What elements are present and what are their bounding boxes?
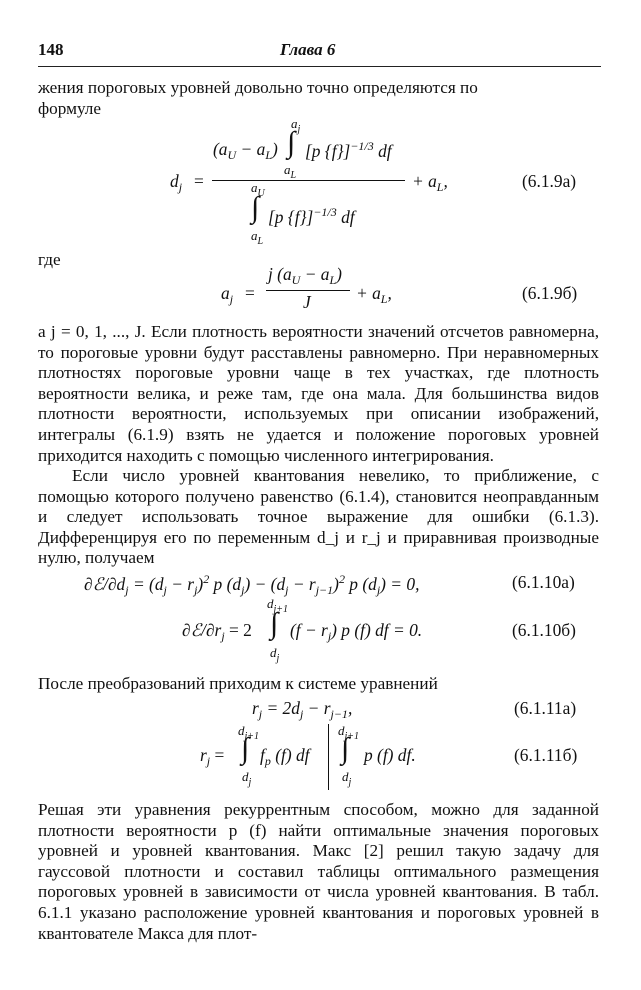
fraction-bar xyxy=(266,290,350,291)
paragraph-intro-line1: жения пороговых уровней довольно точно определяются по xyxy=(38,78,478,97)
running-header xyxy=(38,40,601,64)
eq-denominator: J xyxy=(303,292,311,312)
eq-equals: = xyxy=(194,171,204,191)
eq-lhs: $r_j$ = xyxy=(200,745,225,768)
eq-lower-limit: $d_j$ xyxy=(342,769,352,788)
eq-lower-limit: $d_j$ xyxy=(270,645,280,664)
eq-lhs: $\partial ℰ/\partial r_j = 2$ xyxy=(182,620,252,643)
eq-numerator: j $(a_U - a_L)$ xyxy=(268,264,342,287)
equation-number: (6.1.10а) xyxy=(512,572,575,592)
eq-num-lower-limit: $a_L$ xyxy=(284,162,297,181)
eq-integrand: $f_p$ (f) df xyxy=(260,745,310,768)
integral-sign: ∫ xyxy=(241,732,250,765)
integral-sign: ∫ xyxy=(251,191,260,224)
integral-sign: ∫ xyxy=(287,126,296,159)
paragraph-intro-line2: формуле xyxy=(38,99,101,118)
eq-num-factor: $(a_U - a_L)$ xyxy=(213,139,278,162)
eq-body: $\partial ℰ/\partial d_j = (d_j - r_j)^2$ p $(d_j) - (d_j - r_{j-1})^2$ p $(d_j) = 0$, xyxy=(84,572,420,597)
division-bar xyxy=(328,724,329,790)
paragraph-uniform-density: а j = 0, 1, ..., J. Если плотность вероятности значений отсчетов равномерна, то пороговые уровни будут расставлены равномерно. При неравномерных плотностях пороговые уровни чаще в тех участках, где плотность вероятности велика, и реже там, где она мала. Для большинства видов плотности вероятности, используемых при описании изображений, интегралы (6.1.9) взять не удается и положение пороговых уровней приходится находить с помощью численного интегрирования. xyxy=(38,322,599,465)
equation-number: (6.1.11б) xyxy=(514,745,578,765)
eq-body: $r_j = 2d_j - r_{j-1}$, xyxy=(252,698,353,721)
eq-num-upper-limit: $a_j$ xyxy=(291,116,301,135)
integral-sign: ∫ xyxy=(270,607,279,640)
eq-upper-limit: $d_{j+1}$ xyxy=(338,723,360,742)
eq-den-upper-limit: $a_U$ xyxy=(251,180,265,199)
eq-den-integrand: [p {f}]$^{-1/3}$ df xyxy=(268,205,355,227)
eq-den-lower-limit: $a_L$ xyxy=(251,228,264,247)
eq-lhs: $d_j$ xyxy=(170,171,183,194)
integral-sign: ∫ xyxy=(341,732,350,765)
header-rule xyxy=(38,66,601,67)
eq-upper-limit: $d_{j+1}$ xyxy=(238,723,260,742)
equation-number: (6.1.10б) xyxy=(512,620,576,640)
eq-equals: = xyxy=(245,283,255,303)
eq-lhs: $a_j$ xyxy=(221,283,234,306)
paragraph-recurrent-solution: Решая эти уравнения рекуррентным способом, можно для заданной плотности вероятности p (f) найти оптимальные значения пороговых уровней и уровней квантования. Макс [2] решил такую задачу для гауссовой плотности и составил таблицы оптимального размещения пороговых уровней в зависимости от числа уровней квантования. В табл. 6.1.1 указано расположение уровней квантования и пороговых уровней в квантователе Макса для плот- xyxy=(38,800,599,943)
chapter-title: Глава 6 xyxy=(280,40,336,59)
eq-integrand: p (f) df. xyxy=(364,745,416,765)
equation-number: (6.1.9а) xyxy=(522,171,577,191)
eq-upper-limit: $d_{j+1}$ xyxy=(267,596,289,615)
equation-number: (6.1.9б) xyxy=(522,283,578,303)
eq-tail: + $a_L$, xyxy=(412,171,448,194)
fraction-bar xyxy=(212,180,405,181)
page-number: 148 xyxy=(38,40,64,59)
eq-num-integrand: [p {f}]$^{-1/3}$ df xyxy=(305,139,392,161)
eq-tail: + $a_L$, xyxy=(356,283,392,306)
paragraph-few-levels: Если число уровней квантования невелико, то приближение, с помощью которого получено равенство (6.1.4), становится неоправданным и следует использовать точное выражение для ошибки (6.1.3). Дифференцируя его по переменным d_j и r_j и приравнивая производные нулю, получаем xyxy=(38,466,599,568)
paragraph-transformations: После преобразований приходим к системе уравнений xyxy=(38,674,438,693)
equation-number: (6.1.11а) xyxy=(514,698,577,718)
eq-integrand: $(f - r_j)$ p (f) df = 0. xyxy=(290,620,423,643)
word-gde: где xyxy=(38,250,61,269)
eq-lower-limit: $d_j$ xyxy=(242,769,252,788)
